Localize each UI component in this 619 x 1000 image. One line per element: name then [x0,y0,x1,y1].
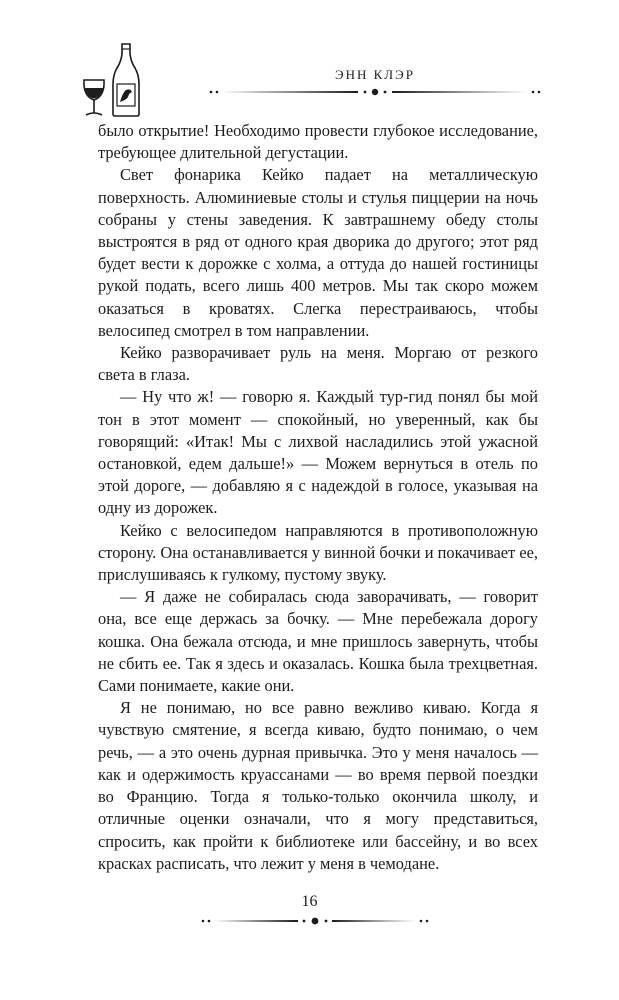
paragraph: Кейко с велосипедом направляются в противоположную сторону. Она останавливается у винной бочки и покачивает ее, прислушиваясь к гулкому, пустому звуку. [98,520,538,585]
header-ornament-divider [208,84,542,100]
paragraph: — Ну что ж! — говорю я. Каждый тур-гид понял бы мой тон в этот момент — спокойный, но уверенный, как бы говорящий: «Итак! Мы с лихвой насладились этой ужасной остановкой, едем дальше!» — Можем вернуться в отель по этой дороге, — добавляю я с надеждой в голосе, указывая на одну из дорожек. [98,387,538,518]
paragraph: Я не понимаю, но все равно вежливо киваю. Когда я чувствую смятение, я всегда киваю, будто понимаю, о чем речь, — а это очень дурная привычка. Это у меня началось — как и одержимость круассанами — во время первой поездки во Францию. Тогда я только-только окончила школу, и отличные оценки означали, что я могу представиться, спросить, как пройти к библиотеке или бассейну, и во всех красках расписать, что лежит у меня в чемодане. [98,698,538,873]
body-text [98,120,538,875]
paragraph: Кейко разворачивает руль на меня. Моргаю от резкого света в глаза. [98,343,538,385]
paragraph: — Я даже не собиралась сюда заворачивать, — говорит она, все еще держась за бочку. — Мне перебежала дорогу кошка. Она бежала отсюда, и мне пришлось завернуть, чтобы не сбить ее. Так я здесь и оказалась. Кошка была трехцветная. Сами понимаете, какие они. [98,587,538,696]
page-number: 16 [301,893,318,910]
paragraph: Свет фонарика Кейко падает на металлическую поверхность. Алюминиевые столы и стулья пиццерии на ночь собраны у стены заведения. К завтрашнему обеду столы выстроятся в ряд от одного края дворика до другого; этот ряд будет вести к дорожке с холма, а оттуда до нашей гостиницы рукой подать, всего лишь 400 метров. Мы так скоро можем оказаться в кроватях. Слегка перестраиваюсь, чтобы велосипед смотрел в том направлении. [98,165,538,340]
paragraph: было открытие! Необходимо провести глубокое исследование, требующее длительной дегустации. [98,121,538,163]
wine-bottle-and-glass-icon [78,40,148,118]
running-head: ЭНН КЛЭР [335,67,415,82]
footer-ornament-divider [200,912,430,930]
